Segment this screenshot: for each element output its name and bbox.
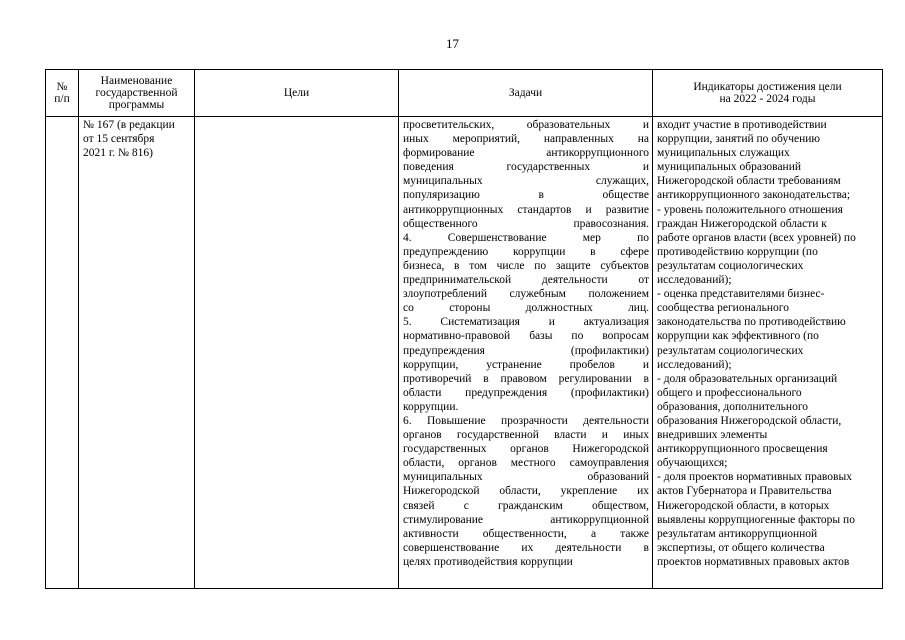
text-line: исследований);: [657, 274, 732, 287]
text-line: 2021 г. № 816): [83, 147, 153, 160]
cell-number: [46, 117, 79, 589]
text-line: - уровень положительного отношения: [657, 203, 843, 216]
text-line: проектов нормативных правовых актов: [657, 555, 850, 568]
text-line: поведения государственных и: [403, 161, 649, 174]
text-line: от 15 сентября: [83, 133, 155, 146]
text-line: коррупции как эффективного (по: [657, 330, 819, 343]
header-text-line: на 2022 - 2024 годы: [719, 93, 816, 105]
text-line: 5. Систематизация и актуализация: [403, 316, 649, 329]
text-line: Нижегородской области, в которых: [657, 499, 830, 512]
text-line: 6. Повышение прозрачности деятельности: [403, 414, 649, 427]
text-line: результатам социологических: [657, 259, 804, 272]
text-line: граждан Нижегородской области к: [657, 217, 827, 230]
text-line: со стороны должностных лиц.: [403, 302, 649, 315]
header-text-line: №: [56, 81, 68, 93]
text-line: Нижегородской области, укрепление их: [403, 485, 649, 498]
text-line: бизнеса, в том числе по защите субъектов: [403, 259, 649, 272]
text-line: - оценка представителями бизнес-: [657, 288, 825, 301]
text-line: формирование антикоррупционного: [403, 147, 649, 160]
text-line: антикоррупционного просвещения: [657, 443, 828, 456]
text-line: работе органов власти (всех уровней) по: [657, 231, 856, 244]
header-text-line: п/п: [54, 93, 70, 105]
header-text-line: Наименование: [100, 75, 173, 87]
text-line: нормативно-правовой базы по вопросам: [403, 330, 649, 343]
text-line: муниципальных служащих,: [403, 175, 649, 188]
text-line: результатам социологических: [657, 344, 804, 357]
text-line: - доля проектов нормативных правовых: [657, 471, 852, 484]
text-line: области предупреждения (профилактики): [403, 386, 649, 399]
text-line: 4. Совершенствование мер по: [403, 231, 649, 244]
text-line: целях противодействия коррупции: [403, 555, 573, 568]
text-line: популяризацию в обществе: [403, 189, 649, 202]
text-line: связей с гражданским обществом,: [403, 499, 649, 512]
text-line: коррупции, устранение пробелов и: [403, 358, 649, 371]
text-line: антикоррупционных стандартов и развитие: [403, 203, 649, 216]
header-text-line: государственной: [95, 87, 178, 99]
text-line: муниципальных образований: [657, 161, 802, 174]
program-table: [45, 69, 883, 589]
text-line: иных мероприятий, направленных на: [403, 133, 649, 146]
header-number: [46, 70, 79, 117]
text-line: предупреждения (профилактики): [403, 344, 649, 357]
text-line: актов Губернатора и Правительства: [657, 485, 832, 498]
text-line: образования Нижегородской области,: [657, 414, 842, 427]
text-line: злоупотреблений служебным положением: [403, 288, 649, 301]
text-line: исследований);: [657, 358, 732, 371]
text-line: сообщества регионального: [657, 302, 789, 315]
header-text-line: Индикаторы достижения цели: [693, 81, 842, 93]
text-line: области, органов местного самоуправления: [403, 457, 649, 470]
text-line: результатам антикоррупционной: [657, 527, 818, 540]
cell-tasks: [399, 117, 653, 589]
text-line: совершенствование их деятельности в: [403, 541, 649, 554]
text-line: законодательства по противодействию: [657, 316, 846, 329]
text-line: экспертизы, от общего количества: [657, 541, 825, 554]
text-line: обучающихся;: [657, 457, 728, 470]
table-row: [46, 117, 883, 589]
header-text-line: Цели: [283, 87, 310, 99]
page-number: 17: [446, 36, 459, 51]
cell-indicators: [653, 117, 883, 589]
text-line: просветительских, образовательных и: [403, 119, 649, 131]
text-line: коррупции.: [403, 400, 459, 413]
header-goals: [195, 70, 399, 117]
text-line: противоречий в правовом регулировании в: [403, 372, 649, 385]
text-line: активности общественности, а также: [403, 527, 649, 540]
text-line: № 167 (в редакции: [83, 119, 175, 131]
header-text-line: программы: [108, 99, 165, 111]
text-line: образования, дополнительного: [657, 400, 809, 413]
text-line: государственных органов Нижегородской: [403, 443, 649, 456]
text-line: антикоррупционного законодательства;: [657, 189, 851, 202]
cell-program-name: [79, 117, 195, 589]
text-line: предупреждению коррупции в сфере: [403, 245, 649, 258]
text-line: стимулирование антикоррупционной: [403, 513, 649, 526]
text-line: предпринимательской деятельности от: [403, 274, 649, 287]
text-line: органов государственной власти и иных: [403, 429, 649, 442]
text-line: общественного правосознания.: [403, 217, 649, 230]
text-line: - доля образовательных организаций: [657, 372, 838, 385]
text-line: муниципальных служащих: [657, 147, 790, 160]
table-header-row: [46, 70, 883, 117]
text-line: противодействию коррупции (по: [657, 245, 818, 258]
header-tasks: [399, 70, 653, 117]
text-line: выявлены коррупциогенные факторы по: [657, 513, 855, 526]
text-line: внедривших элементы: [657, 429, 768, 442]
text-line: муниципальных образований: [403, 471, 649, 484]
cell-goals: [195, 117, 399, 589]
text-line: входит участие в противодействии: [657, 119, 827, 131]
header-program-name: [79, 70, 195, 117]
header-indicators: [653, 70, 883, 117]
header-text-line: Задачи: [508, 87, 543, 99]
text-line: общего и профессионального: [657, 386, 802, 399]
text-line: Нижегородской области требованиям: [657, 175, 841, 188]
text-line: коррупции, занятий по обучению: [657, 133, 820, 146]
